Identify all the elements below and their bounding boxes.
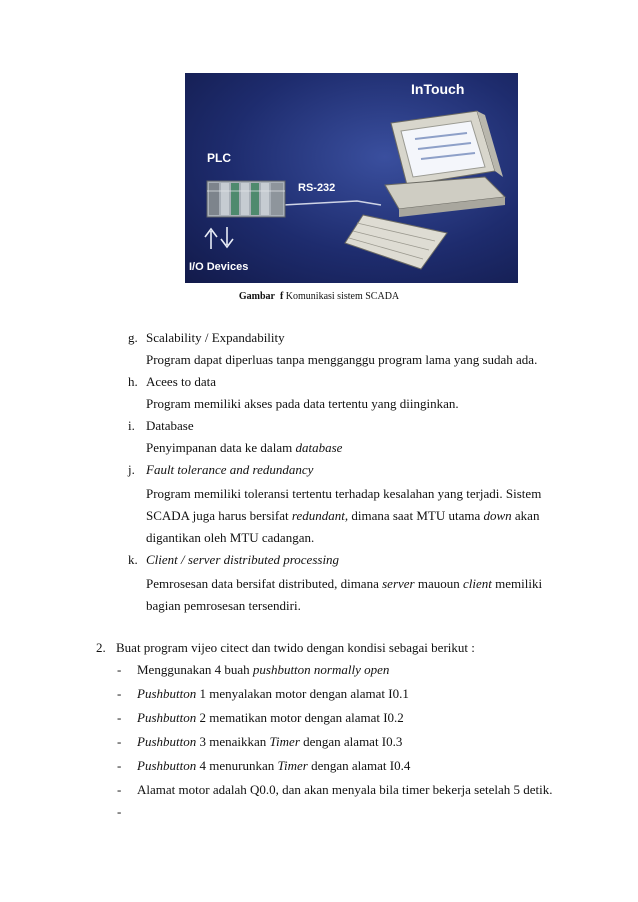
dash-item-6: Alamat motor adalah Q0.0, dan akan menyala bila timer bekerja setelah 5 detik. [137,782,553,797]
dash-item-4a: Pushbutton [137,734,197,749]
list-desc-i-b: database [295,440,343,455]
section-2-marker: 2. [96,640,106,655]
list-desc-h: Program memiliki akses pada data tertentu yang diinginkan. [146,396,459,411]
list-desc-g: Program dapat diperluas tanpa mengganggu program lama yang sudah ada. [146,352,538,367]
caption-prefix: Gambar [238,291,275,302]
list-desc-j-2a: SCADA juga harus bersifat [146,508,289,523]
list-title-h: Acees to data [146,374,217,389]
list-desc-i-a: Penyimpanan data ke dalam [146,440,293,455]
list-desc-k-1 [146,576,542,592]
list-desc-j-2d: down [483,508,512,523]
list-desc-j-2c: dimana saat MTU utama [351,508,481,523]
label-intouch: InTouch [411,81,465,97]
section-2-text: Buat program vijeo citect dan twido dengan kondisi sebagai berikut : [116,640,475,655]
dash-marker: - [117,782,122,797]
label-io-devices: I/O Devices [189,261,249,273]
list-desc-k-1a: Pemrosesan data bersifat distributed, dimana [146,576,379,591]
dash-item-2a: Pushbutton [137,686,197,701]
dash-marker: - [117,686,122,701]
dash-item-1b: pushbutton normally open [252,662,390,677]
list-marker-j: j. [128,462,135,477]
list-desc-j-2b: redundant, [291,508,349,523]
caption-number: f [279,291,284,302]
list-marker-k: k. [128,552,138,567]
rs232-cable [283,201,381,205]
list-desc-k-2: bagian pemrosesan tersendiri. [146,598,301,613]
list-desc-k-1c: mauoun [417,576,460,591]
dash-item-5a: Pushbutton [137,758,197,773]
figure-caption [0,291,638,302]
list-title-g: Scalability / Expandability [146,330,285,345]
dash-item-1 [137,662,389,678]
list-desc-k-1d: client [463,576,492,591]
dash-item-4d: dengan alamat I0.3 [303,734,403,749]
list-desc-j-2e: akan [514,508,540,523]
dash-item-3b: 2 mematikan motor dengan alamat I0.2 [199,710,404,725]
dash-marker: - [117,734,122,749]
dash-item-3a: Pushbutton [137,710,197,725]
dash-marker: - [117,710,122,725]
list-marker-i: i. [128,418,135,433]
label-rs232: RS-232 [298,182,336,194]
list-desc-i [146,440,342,456]
dash-marker: - [117,804,122,819]
list-desc-j-2 [146,508,539,524]
dash-item-4b: 3 menaikkan [199,734,267,749]
list-desc-k-1e: memiliki [495,576,543,591]
dash-item-4 [137,734,402,750]
keyboard-icon [345,215,447,269]
dash-item-5b: 4 menurunkan [199,758,275,773]
dash-marker: - [117,758,122,773]
figure-drawing [185,73,518,283]
arrows-up-down-icon [205,227,233,249]
dash-item-1a: Menggunakan 4 buah [137,662,250,677]
caption-text: Komunikasi sistem SCADA [285,291,400,302]
dash-item-5 [137,758,410,774]
plc-rack-icon [207,181,285,217]
dash-item-5c: Timer [277,758,308,773]
dash-item-4c: Timer [269,734,300,749]
dash-item-2 [137,686,409,702]
list-title-j: Fault tolerance and redundancy [146,462,314,477]
list-marker-g: g. [128,330,138,345]
list-title-i: Database [146,418,194,433]
list-desc-j-3: digantikan oleh MTU cadangan. [146,530,315,545]
list-marker-h: h. [128,374,138,389]
list-title-k: Client / server distributed processing [146,552,340,567]
scada-figure [185,73,518,283]
dash-item-5d: dengan alamat I0.4 [311,758,411,773]
list-desc-k-1b: server [382,576,415,591]
computer-monitor-icon [385,111,505,217]
label-plc: PLC [207,151,231,165]
dash-item-3 [137,710,404,726]
dash-marker: - [117,662,122,677]
dash-item-2b: 1 menyalakan motor dengan alamat I0.1 [199,686,409,701]
list-desc-j-1: Program memiliki toleransi tertentu terhadap kesalahan yang terjadi. Sistem [146,486,542,501]
